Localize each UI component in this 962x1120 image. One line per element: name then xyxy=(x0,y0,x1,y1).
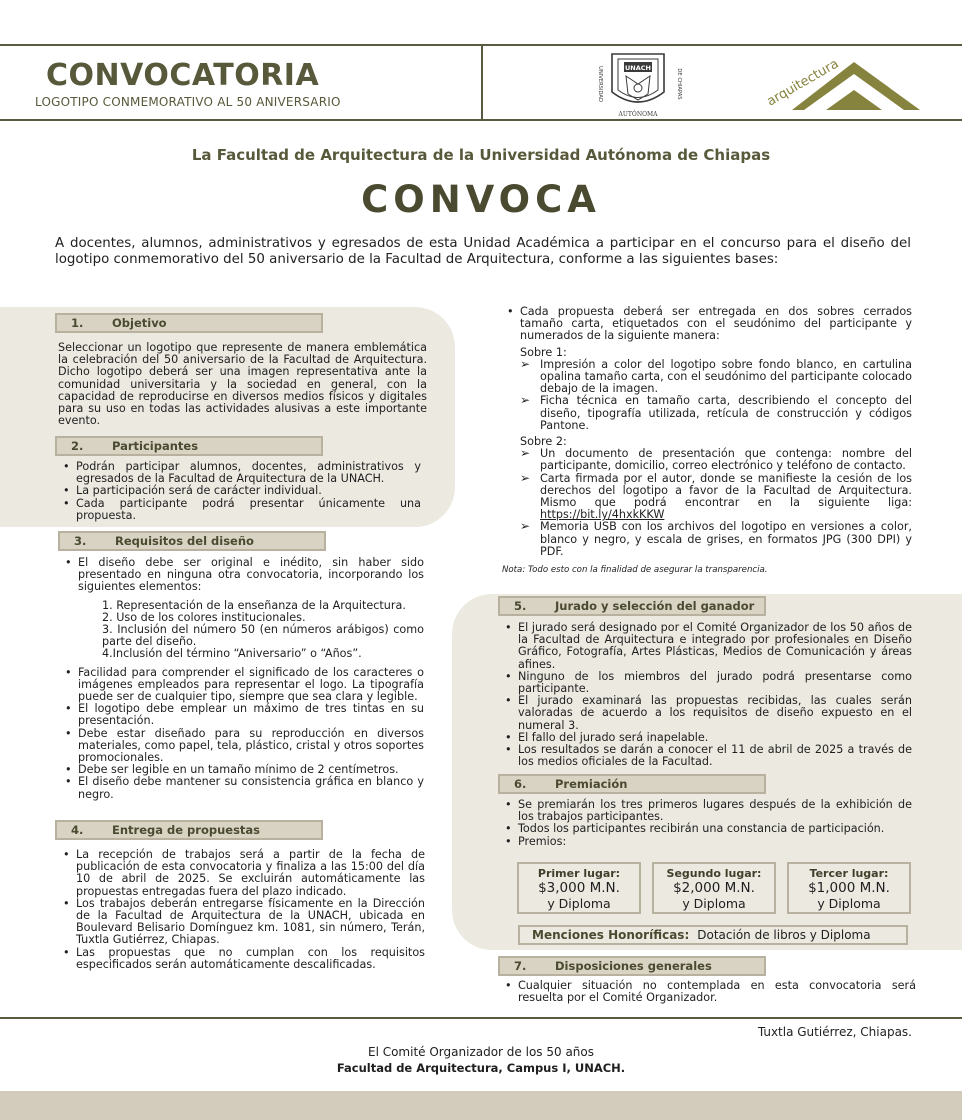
sobre2-item-text: Un documento de presentación que contenga: nombre del participante, domicilio, correo electrónico y teléfono de contacto. xyxy=(540,447,912,473)
section-number: 2. xyxy=(71,439,84,453)
section-header-participantes xyxy=(55,436,323,456)
list-item: • La recepción de trabajos será a partir de la fecha de publicación de esta convocatoria y finaliza a las 15:00 del día 10 de abril de 2025. Se excluirán automáticamente las propuestas entregadas fuera del plazo indicado. xyxy=(58,849,425,898)
sublist-item: 3. Inclusión del número 50 (en números arábigos) como parte del diseño. xyxy=(102,623,424,649)
section-number: 3. xyxy=(74,534,87,548)
requisitos-list xyxy=(60,557,424,801)
menciones-label: Menciones Honoríficas: xyxy=(532,928,690,942)
section-title: Objetivo xyxy=(112,316,167,330)
sobre2-item-text: Carta firmada por el autor, donde se manifieste la cesión de los derechos del logotipo a favor de la Facultad de Arquitectura. Mismo que podrá encontrar en la siguiente liga: xyxy=(540,471,912,510)
sobre2-item xyxy=(520,470,912,522)
seal-left-text: UNIVERSIDAD xyxy=(597,66,603,102)
delivery-details xyxy=(502,306,912,576)
prize-second xyxy=(652,862,776,914)
intro-paragraph: A docentes, alumnos, administrativos y egresados de esta Unidad Académica a participar en el concurso para el diseño del logotipo conmemorativo del 50 aniversario de la Facultad de Arquitectura, conforme a las siguientes bases: xyxy=(55,236,911,267)
header-title: CONVOCATORIA xyxy=(46,58,320,93)
objetivo-text: Seleccionar un logotipo que represente de manera emblemática la celebración del 50 aniversario de la Facultad de Arquitectura. Dicho logotipo deberá ser una imagen representativa ante la comunidad universitaria y la sociedad en general, con la capacidad de reproducirse en diversos medios físicos y digitales para su uso en todas las actividades alusivas a este importante evento. xyxy=(58,341,427,428)
section-number: 7. xyxy=(514,959,527,973)
list-item: • Los resultados se darán a conocer el 11 de abril de 2025 a través de los medios oficiales de la Facultad. xyxy=(500,744,912,768)
header-divider xyxy=(481,46,483,119)
section-header-premiacion xyxy=(498,774,766,794)
sublist-item: 2. Uso de los colores institucionales. xyxy=(102,610,306,624)
sobre2-item-text: Memoria USB con los archivos del logotipo en versiones a color, blanco y negro, y escala de grises, en formatos JPG (300 DPI) y PDF. xyxy=(540,520,912,558)
list-item: • El fallo del jurado será inapelable. xyxy=(500,732,912,744)
arrow-icon: ➢ xyxy=(520,446,531,461)
list-item: • El jurado será designado por el Comité Organizador de los 50 años de la Facultad de Arquitectura e integrado por profesionales en Diseño Gráfico, Fotografía, Artes Plásticas, Medios de Comunicación y áreas afines. xyxy=(500,622,912,671)
jurado-list xyxy=(500,622,912,768)
sublist-item: 4.Inclusión del término “Aniversario” o “Años”. xyxy=(102,647,362,661)
list-item: • Cada participante podrá presentar únicamente una propuesta. xyxy=(58,498,421,522)
section-title: Participantes xyxy=(112,439,199,453)
section-title: Requisitos del diseño xyxy=(115,534,254,548)
seal-center-text: UNACH xyxy=(625,64,651,72)
section-number: 4. xyxy=(71,823,84,837)
arquitectura-logo xyxy=(766,58,920,112)
sobre1-label: Sobre 1: xyxy=(520,345,567,359)
sobre2-item xyxy=(520,448,912,472)
list-item: • Premios: xyxy=(500,836,912,848)
list-item-text: El diseño debe ser original e inédito, sin haber sido presentado en ninguna otra convocatoria, incorporando los siguientes elementos: xyxy=(78,556,424,594)
list-item: • El logotipo debe emplear un máximo de tres tintas en su presentación. xyxy=(60,703,424,727)
list-item: • Se premiarán los tres primeros lugares después de la exhibición de los trabajos participantes. xyxy=(500,799,912,823)
section-header-objetivo xyxy=(55,313,323,333)
list-item: • Las propuestas que no cumplan con los requisitos especificados serán automáticamente descalificadas. xyxy=(58,947,425,971)
convoca-heading: CONVOCA xyxy=(361,178,601,221)
sobre2-label: Sobre 2: xyxy=(520,435,567,449)
sobre1-item xyxy=(520,395,912,432)
sobre1-item-text: Impresión a color del logotipo sobre fondo blanco, en cartulina opalina tamaño carta, con el seudónimo del participante colocado debajo de la imagen. xyxy=(540,357,912,396)
list-item xyxy=(60,557,424,661)
list-item: • La participación será de carácter individual. xyxy=(58,485,421,497)
list-item: • Facilidad para comprender el significado de los caracteres o imágenes empleados para representar el logo. La tipografía puede ser de cualquier tipo, siempre que sea clara y legible. xyxy=(60,667,424,704)
section-header-requisitos xyxy=(58,531,326,551)
prize-title: Tercer lugar: xyxy=(809,867,889,880)
header-subtitle: LOGOTIPO CONMEMORATIVO AL 50 ANIVERSARIO xyxy=(35,95,341,109)
list-item: • Todos los participantes recibirán una constancia de participación. xyxy=(500,823,912,835)
participantes-list xyxy=(58,461,421,522)
arrow-icon: ➢ xyxy=(520,470,531,485)
unach-seal-logo xyxy=(590,50,686,118)
list-item: • Podrán participar alumnos, docentes, administrativos y egresados de la Facultad de Arquitectura de la UNACH. xyxy=(58,461,421,485)
disposiciones-list xyxy=(500,980,916,1004)
section-number: 6. xyxy=(514,777,527,791)
list-item: • Ninguno de los miembros del jurado podrá presentarse como participante. xyxy=(500,671,912,695)
section-header-entrega xyxy=(55,820,323,840)
list-item: • Cada propuesta deberá ser entregada en dos sobres cerrados tamaño carta, etiquetados con el seudónimo del participante y numerados de la siguiente manera: xyxy=(502,306,912,343)
footer-rule xyxy=(0,1017,962,1019)
prize-extra: y Diploma xyxy=(547,896,611,911)
section-number: 1. xyxy=(71,316,84,330)
sobre1-item-text: Ficha técnica en tamaño carta, describiendo el concepto del diseño, tipografía utilizada, retícula de construcción y códigos Pantone. xyxy=(540,394,912,432)
carta-link[interactable]: https://bit.ly/4hxkKKW xyxy=(540,508,665,522)
section-title: Jurado y selección del ganador xyxy=(555,599,755,613)
list-item: • Los trabajos deberán entregarse físicamente en la Dirección de la Facultad de Arquitectura de la UNACH, ubicada en Boulevard Belisario Domínguez km. 1081, sin número, Terán, Tuxtla Gutiérrez, Chiapas. xyxy=(58,898,425,947)
menciones-box xyxy=(518,925,908,945)
prize-first xyxy=(517,862,641,914)
prize-extra: y Diploma xyxy=(682,896,746,911)
list-item: • Debe ser legible en un tamaño mínimo de 2 centímetros. xyxy=(60,764,424,776)
footer-city: Tuxtla Gutiérrez, Chiapas. xyxy=(757,1025,912,1039)
sobre2-item xyxy=(520,521,912,558)
logo-text: arquitectura xyxy=(766,58,842,110)
prize-amount: $3,000 M.N. xyxy=(538,880,620,896)
section-title: Entrega de propuestas xyxy=(112,823,261,837)
list-item: • Debe estar diseñado para su reproducción en diversos materiales, como papel, tela, plástico, cristal y otros soportes promocionales. xyxy=(60,728,424,765)
arrow-icon: ➢ xyxy=(520,356,531,371)
menciones-value: Dotación de libros y Diploma xyxy=(697,928,871,942)
prize-title: Segundo lugar: xyxy=(666,867,762,880)
seal-right-text: DE CHIAPAS xyxy=(676,68,682,100)
section-title: Disposiciones generales xyxy=(555,959,712,973)
premiacion-list xyxy=(500,799,912,848)
entrega-list xyxy=(58,849,425,971)
list-item: • El jurado examinará las propuestas recibidas, las cuales serán valoradas de acuerdo a los requisitos de diseño expuesto en el numeral 3. xyxy=(500,695,912,732)
sobre1-item xyxy=(520,356,912,396)
footer-facultad: Facultad de Arquitectura, Campus I, UNACH. xyxy=(336,1061,626,1075)
list-item: • El diseño debe mantener su consistencia gráfica en blanco y negro. xyxy=(60,776,424,800)
prize-third xyxy=(787,862,911,914)
section-header-jurado xyxy=(498,596,766,616)
transparency-note: Nota: Todo esto con la finalidad de asegurar la transparencia. xyxy=(502,565,768,576)
list-item: • Cualquier situación no contemplada en esta convocatoria será resuelta por el Comité Organizador. xyxy=(500,980,916,1004)
prize-amount: $2,000 M.N. xyxy=(673,880,755,896)
sublist-item: 1. Representación de la enseñanza de la Arquitectura. xyxy=(102,598,406,612)
footer-comite: El Comité Organizador de los 50 años xyxy=(367,1045,594,1059)
section-title: Premiación xyxy=(555,777,628,791)
header-rule-bottom xyxy=(0,119,962,121)
arrow-icon: ➢ xyxy=(520,519,531,534)
section-number: 5. xyxy=(514,599,527,613)
arrow-icon: ➢ xyxy=(520,393,531,408)
prize-title: Primer lugar: xyxy=(537,867,621,880)
faculty-heading: La Facultad de Arquitectura de la Universidad Autónoma de Chiapas xyxy=(191,146,771,164)
section-header-disposiciones xyxy=(498,956,766,976)
footer-band xyxy=(0,1091,962,1120)
prize-amount: $1,000 M.N. xyxy=(808,880,890,896)
seal-bottom-text: AUTÓNOMA xyxy=(618,111,658,118)
prize-extra: y Diploma xyxy=(817,896,881,911)
